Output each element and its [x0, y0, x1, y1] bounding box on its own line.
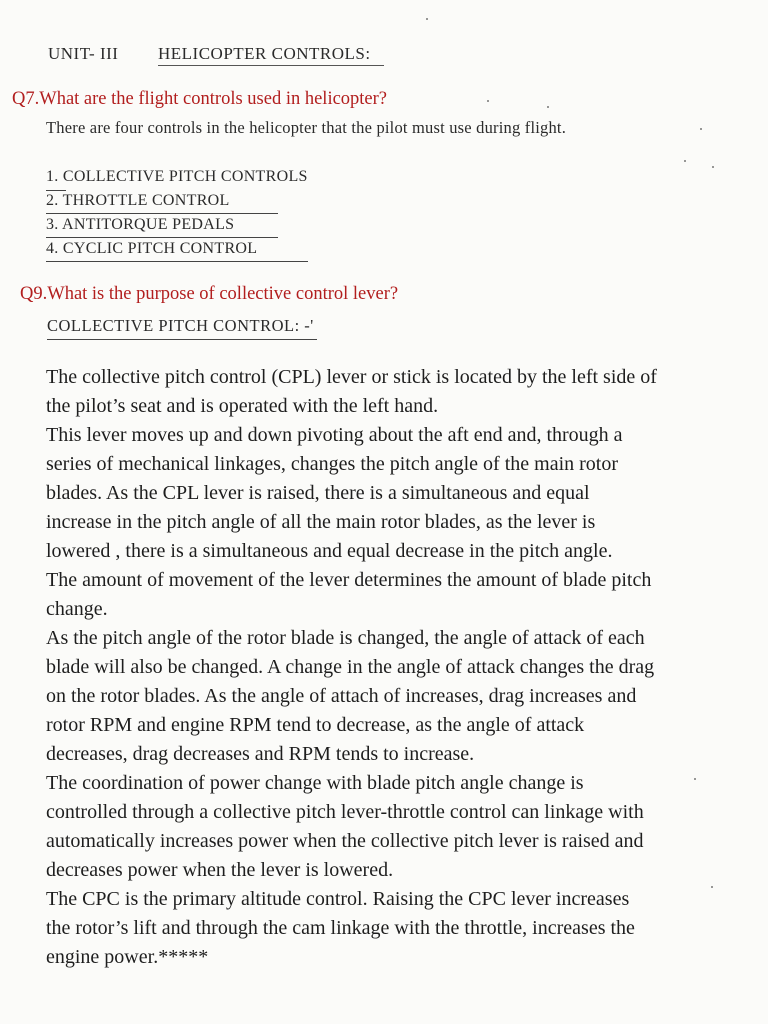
scan-speck: [684, 160, 686, 162]
body-line: blade will also be changed. A change in the angle of attack changes the drag: [46, 656, 655, 678]
list-item-cyclic: 4. CYCLIC PITCH CONTROL: [46, 240, 258, 257]
body-line: on the rotor blades. As the angle of attach of increases, drag increases and: [46, 685, 637, 707]
list-underline: [46, 237, 278, 238]
body-line: The coordination of power change with blade pitch angle change is: [46, 772, 584, 794]
body-line: decreases, drag decreases and RPM tends to increase.: [46, 743, 475, 765]
body-line: decreases power when the lever is lowered.: [46, 859, 394, 881]
list-underline: [46, 190, 66, 191]
section-heading-underline: [47, 339, 317, 340]
body-line: The amount of movement of the lever determines the amount of blade pitch: [46, 569, 652, 591]
body-line: engine power.*****: [46, 946, 209, 968]
body-line: This lever moves up and down pivoting about the aft end and, through a: [46, 424, 623, 446]
body-line: the pilot’s seat and is operated with the left hand.: [46, 395, 439, 417]
scan-speck: [547, 106, 549, 108]
scan-speck: [694, 778, 696, 780]
question-9: Q9.What is the purpose of collective control lever?: [20, 284, 399, 304]
body-line: The collective pitch control (CPL) lever or stick is located by the left side of: [46, 366, 657, 388]
scan-speck: [487, 100, 489, 102]
body-line: increase in the pitch angle of all the main rotor blades, as the lever is: [46, 511, 596, 533]
list-item-antitorque: 3. ANTITORQUE PEDALS: [46, 216, 235, 233]
body-line: lowered , there is a simultaneous and equal decrease in the pitch angle.: [46, 540, 613, 562]
question-7: Q7.What are the flight controls used in helicopter?: [12, 89, 388, 109]
unit-title: HELICOPTER CONTROLS:: [158, 44, 371, 63]
scan-speck: [426, 18, 428, 20]
list-underline: [46, 213, 278, 214]
body-line: rotor RPM and engine RPM tend to decrease, as the angle of attack: [46, 714, 585, 736]
section-heading: COLLECTIVE PITCH CONTROL: -': [47, 316, 314, 335]
body-line: The CPC is the primary altitude control. Raising the CPC lever increases: [46, 888, 630, 910]
scan-speck: [700, 128, 702, 130]
scan-speck: [711, 886, 713, 888]
body-line: controlled through a collective pitch lever-throttle control can linkage with: [46, 801, 644, 823]
body-line: series of mechanical linkages, changes the pitch angle of the main rotor: [46, 453, 619, 475]
list-item-throttle: 2. THROTTLE CONTROL: [46, 192, 230, 209]
body-line: the rotor’s lift and through the cam linkage with the throttle, increases the: [46, 917, 635, 939]
answer-body: [46, 363, 746, 972]
unit-title-underline: [158, 65, 384, 66]
controls-intro: There are four controls in the helicopter that the pilot must use during flight.: [46, 118, 567, 137]
body-line: automatically increases power when the collective pitch lever is raised and: [46, 830, 644, 852]
unit-number: UNIT- III: [48, 44, 119, 63]
body-line: blades. As the CPL lever is raised, there is a simultaneous and equal: [46, 482, 590, 504]
body-line: change.: [46, 598, 108, 620]
scan-speck: [712, 166, 714, 168]
list-underline: [46, 261, 308, 262]
body-line: As the pitch angle of the rotor blade is changed, the angle of attack of each: [46, 627, 645, 649]
list-item-collective: 1. COLLECTIVE PITCH CONTROLS: [46, 168, 308, 185]
